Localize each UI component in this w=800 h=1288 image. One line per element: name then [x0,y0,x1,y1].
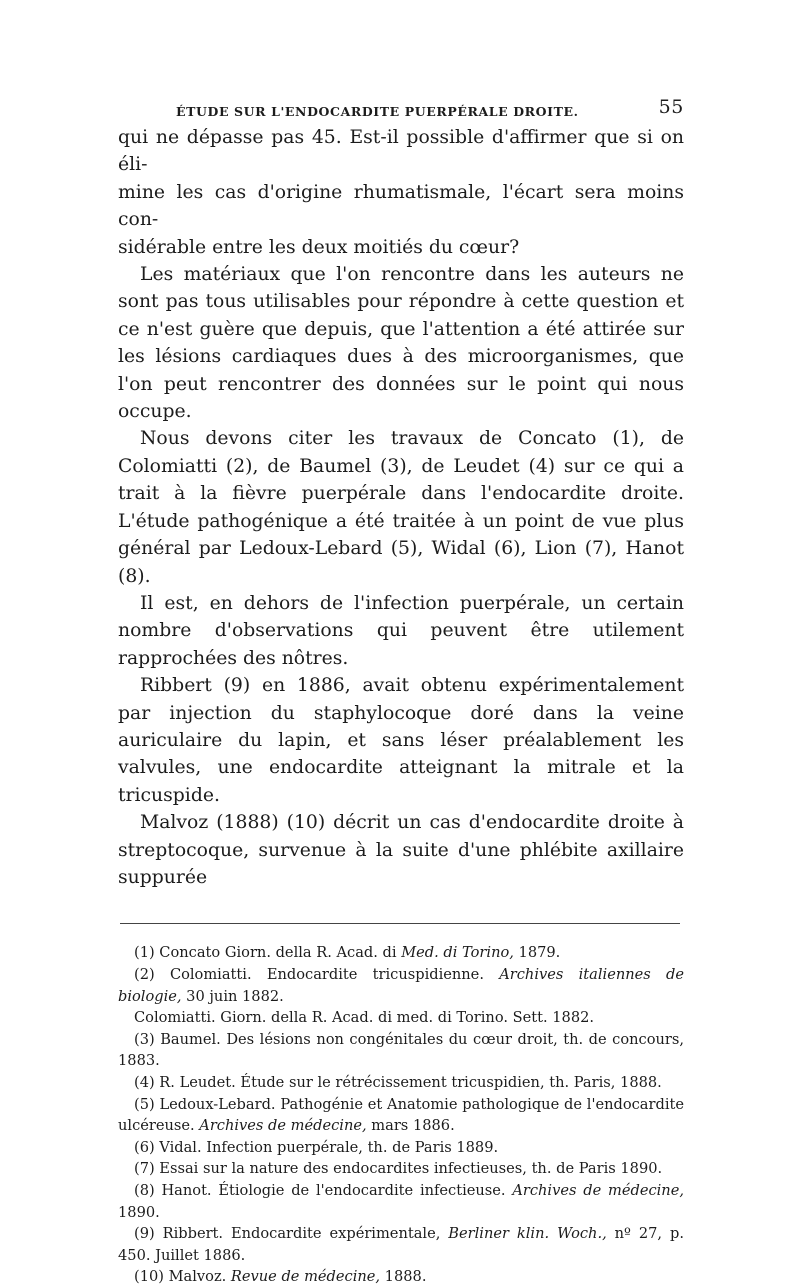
footnote-8 [118,1180,684,1223]
footnote-1 [118,942,684,964]
paragraph-1-line-1: qui ne dépasse pas 45. Est-il possible d'affirmer que si on éli- [118,127,684,176]
footnote-5-text: (5) Ledoux-Lebard. Pathogénie et Anatomie pathologique de l'endocardite ulcéreuse. [118,1095,684,1135]
footnote-divider [120,923,680,924]
footnotes [118,942,684,1288]
footnote-8-journal: Archives de médecine, [512,1181,684,1199]
footnote-9-text: (9) Ribbert. Endocardite expérimentale, [134,1225,449,1243]
paragraph-4: Il est, en dehors de l'infection puerpérale, un certain nombre d'observations qui peuvent être utilement rapprochées des nôtres. [118,592,684,669]
paragraph-2: Les matériaux que l'on rencontre dans les auteurs ne sont pas tous utilisables pour répondre à cette question et ce n'est guère que depuis, que l'attention a été attirée sur les lésions cardiaques dues à des microorganismes, que l'on peut rencontrer des données sur le point qui nous occupe. [118,264,684,423]
paragraph-3: Nous devons citer les travaux de Concato (1), de Colomiatti (2), de Baumel (3), de Leudet (4) sur ce qui a trait à la fièvre puerpérale dans l'endocardite droite. L'étude pathogénique a été traitée à un point de vue plus général par Ledoux-Lebard (5), Widal (6), Lion (7), Hanot (8). [118,428,684,587]
footnote-5-date: mars 1886. [366,1117,455,1135]
footnote-3: (3) Baumel. Des lésions non congénitales du cœur droit, th. de concours, 1883. [118,1030,684,1070]
footnote-5 [118,1094,684,1137]
footnote-9-journal: Berliner klin. Woch., [448,1225,607,1243]
footnote-4: (4) R. Leudet. Étude sur le rétrécissement tricuspidien, th. Paris, 1888. [134,1073,662,1091]
footnote-6: (6) Vidal. Infection puerpérale, th. de Paris 1889. [134,1138,499,1156]
footnote-10-journal: Revue de médecine, [230,1268,381,1286]
footnote-2-text: (2) Colomiatti. Endocardite tricuspidienne. [134,965,500,983]
footnote-8-text: (8) Hanot. Étiologie de l'endocardite infectieuse. [134,1181,513,1199]
book-page [118,94,684,1288]
footnote-2-continued: Colomiatti. Giorn. della R. Acad. di med. di Torino. Sett. 1882. [134,1009,595,1027]
running-header [118,94,684,124]
footnote-10 [118,1266,684,1288]
paragraph-1 [118,124,684,261]
footnote-9-date: nº 27, p. 450. Juillet 1886. [118,1225,684,1264]
paragraph-1-line-2: mine les cas d'origine rhumatismale, l'écart sera moins con- [118,181,684,231]
footnote-9 [118,1223,684,1266]
footnote-1-text: (1) Concato Giorn. della R. Acad. di [134,944,402,962]
page-number: 55 [658,96,684,118]
footnote-1-journal: Med. di Torino, [401,944,514,962]
footnote-2-date: 30 juin 1882. [181,987,284,1005]
paragraph-1-line-3: sidérable entre les deux moitiés du cœur? [118,236,520,258]
footnote-10-text: (10) Malvoz. [134,1268,231,1286]
footnote-7: (7) Essai sur la nature des endocardites infectieuses, th. de Paris 1890. [134,1160,663,1178]
footnote-10-date: 1888. [380,1268,427,1286]
footnote-5-journal: Archives de médecine, [199,1117,367,1135]
paragraph-6: Malvoz (1888) (10) décrit un cas d'endocardite droite à streptocoque, survenue à la suite d'une phlébite axillaire suppurée [118,812,684,888]
paragraph-5: Ribbert (9) en 1886, avait obtenu expérimentalement par injection du staphylocoque doré dans la veine auriculaire du lapin, et sans léser préalablement les valvules, une endocardite atteignant la mitrale et la tricuspide. [118,675,684,806]
footnote-1-date: 1879. [513,944,561,962]
footnote-2 [118,964,684,1007]
main-text [118,124,684,891]
running-title: ÉTUDE SUR L'ENDOCARDITE PUERPÉRALE DROITE. [176,104,579,119]
footnote-2-journal: Archives italiennes de biologie, [118,965,684,1005]
footnote-8-date: 1890. [118,1203,160,1221]
